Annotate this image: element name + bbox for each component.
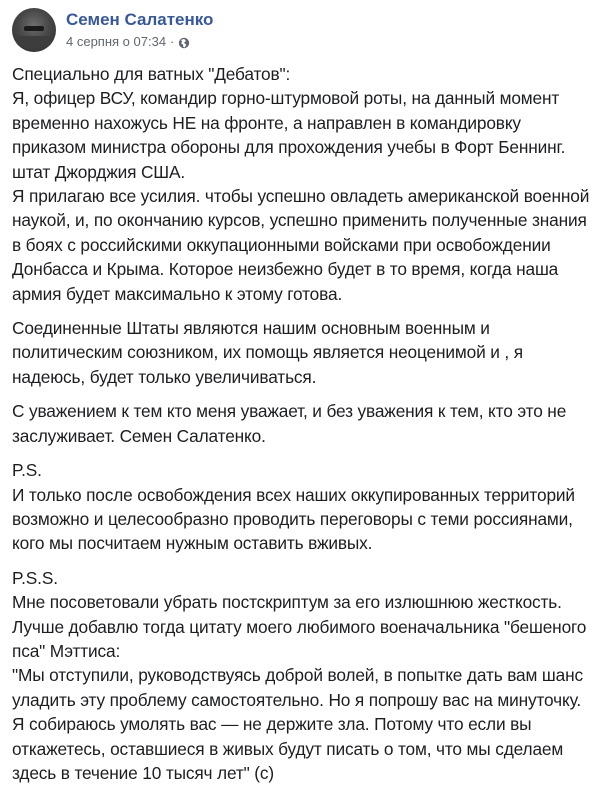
post-text-line: Я собираюсь умолять вас — не держите зла. Потому что если вы: [12, 714, 532, 735]
post-date[interactable]: 4 серпня о 07:34: [66, 34, 167, 49]
separator-dot: ·: [170, 34, 175, 49]
post-meta: [66, 8, 213, 52]
post-text-line: Специально для ватных "Дебатов":: [12, 64, 291, 84]
post-text-line: кого мы посчитаем нужным оставить вживых.: [12, 533, 373, 554]
post-paragraph: [12, 399, 610, 448]
globe-icon[interactable]: [178, 36, 190, 48]
post-paragraph: [12, 62, 610, 306]
post-header: [12, 8, 213, 52]
post-text-line: P.S.S.: [12, 567, 58, 588]
post-text-line: пса" Мэттиса:: [12, 640, 121, 661]
post-body: [12, 62, 610, 795]
post-paragraph: [12, 566, 610, 786]
post-text-line: Лучше добавлю тогда цитату моего любимого военачальника "бешеного: [12, 616, 587, 637]
post-text-line: Соединенные Штаты являются нашим основным военным и: [12, 318, 490, 339]
post-text-line: Донбасса и Крыма. Которое неизбежно будет в то время, когда наша: [12, 259, 559, 280]
post-paragraph: [12, 458, 610, 556]
post-paragraph: [12, 316, 610, 389]
post-text-line: армия будет максимально к этому готова.: [12, 283, 343, 304]
post-text-line: Я прилагаю все усилия. чтобы успешно овладеть американской военной: [12, 186, 590, 207]
post-text-line: в боях с российскими оккупационными войсками при освобождении: [12, 234, 551, 255]
avatar-mask: [16, 36, 52, 46]
post-text-line: откажетесь, оставшиеся в живых будут писать о том, что мы сделаем: [12, 738, 564, 759]
post-text-line: политическим союзником, их помощь является неоценимой и , я: [12, 342, 523, 363]
post-text-line: И только после освобождения всех наших оккупированных территорий: [12, 484, 575, 505]
avatar[interactable]: [12, 8, 56, 52]
post-text-line: "Мы отступили, руководствуясь доброй волей, в попытке дать вам шанс: [12, 665, 583, 686]
post-text-line: надеюсь, будет только увеличиваться.: [12, 366, 317, 387]
post-text-line: штат Джорджия США.: [12, 161, 186, 182]
author-name[interactable]: Семен Салатенко: [66, 10, 214, 29]
post-text-line: уладить эту проблему самостоятельно. Но я попрошу вас на минуточку.: [12, 689, 581, 710]
post-text-line: P.S.: [12, 460, 42, 481]
avatar-face: [24, 26, 44, 31]
post-text-line: С уважением к тем кто меня уважает, и без уважения к тем, кто это не: [12, 401, 567, 422]
post-subline: [66, 33, 213, 51]
post-text-line: здесь в течение 10 тысяч лет" (с): [12, 762, 274, 783]
post-text-line: возможно и целесообразно проводить переговоры с теми россиянами,: [12, 508, 573, 529]
post-text-line: Я, офицер ВСУ, командир горно-штурмовой роты, на данный момент: [12, 88, 560, 109]
post-text-line: Мне посоветовали убрать постскриптум за его излюшнюю жесткость.: [12, 592, 562, 613]
post-text-line: наукой, и, по окончанию курсов, успешно применить полученные знания: [12, 210, 587, 231]
post-text-line: временно нахожусь НЕ на фронте, а направлен в командировку: [12, 112, 521, 133]
post-text-line: приказом министра обороны для прохождения учебы в Форт Беннинг.: [12, 137, 566, 158]
post-text-line: заслуживает. Семен Салатенко.: [12, 425, 266, 446]
